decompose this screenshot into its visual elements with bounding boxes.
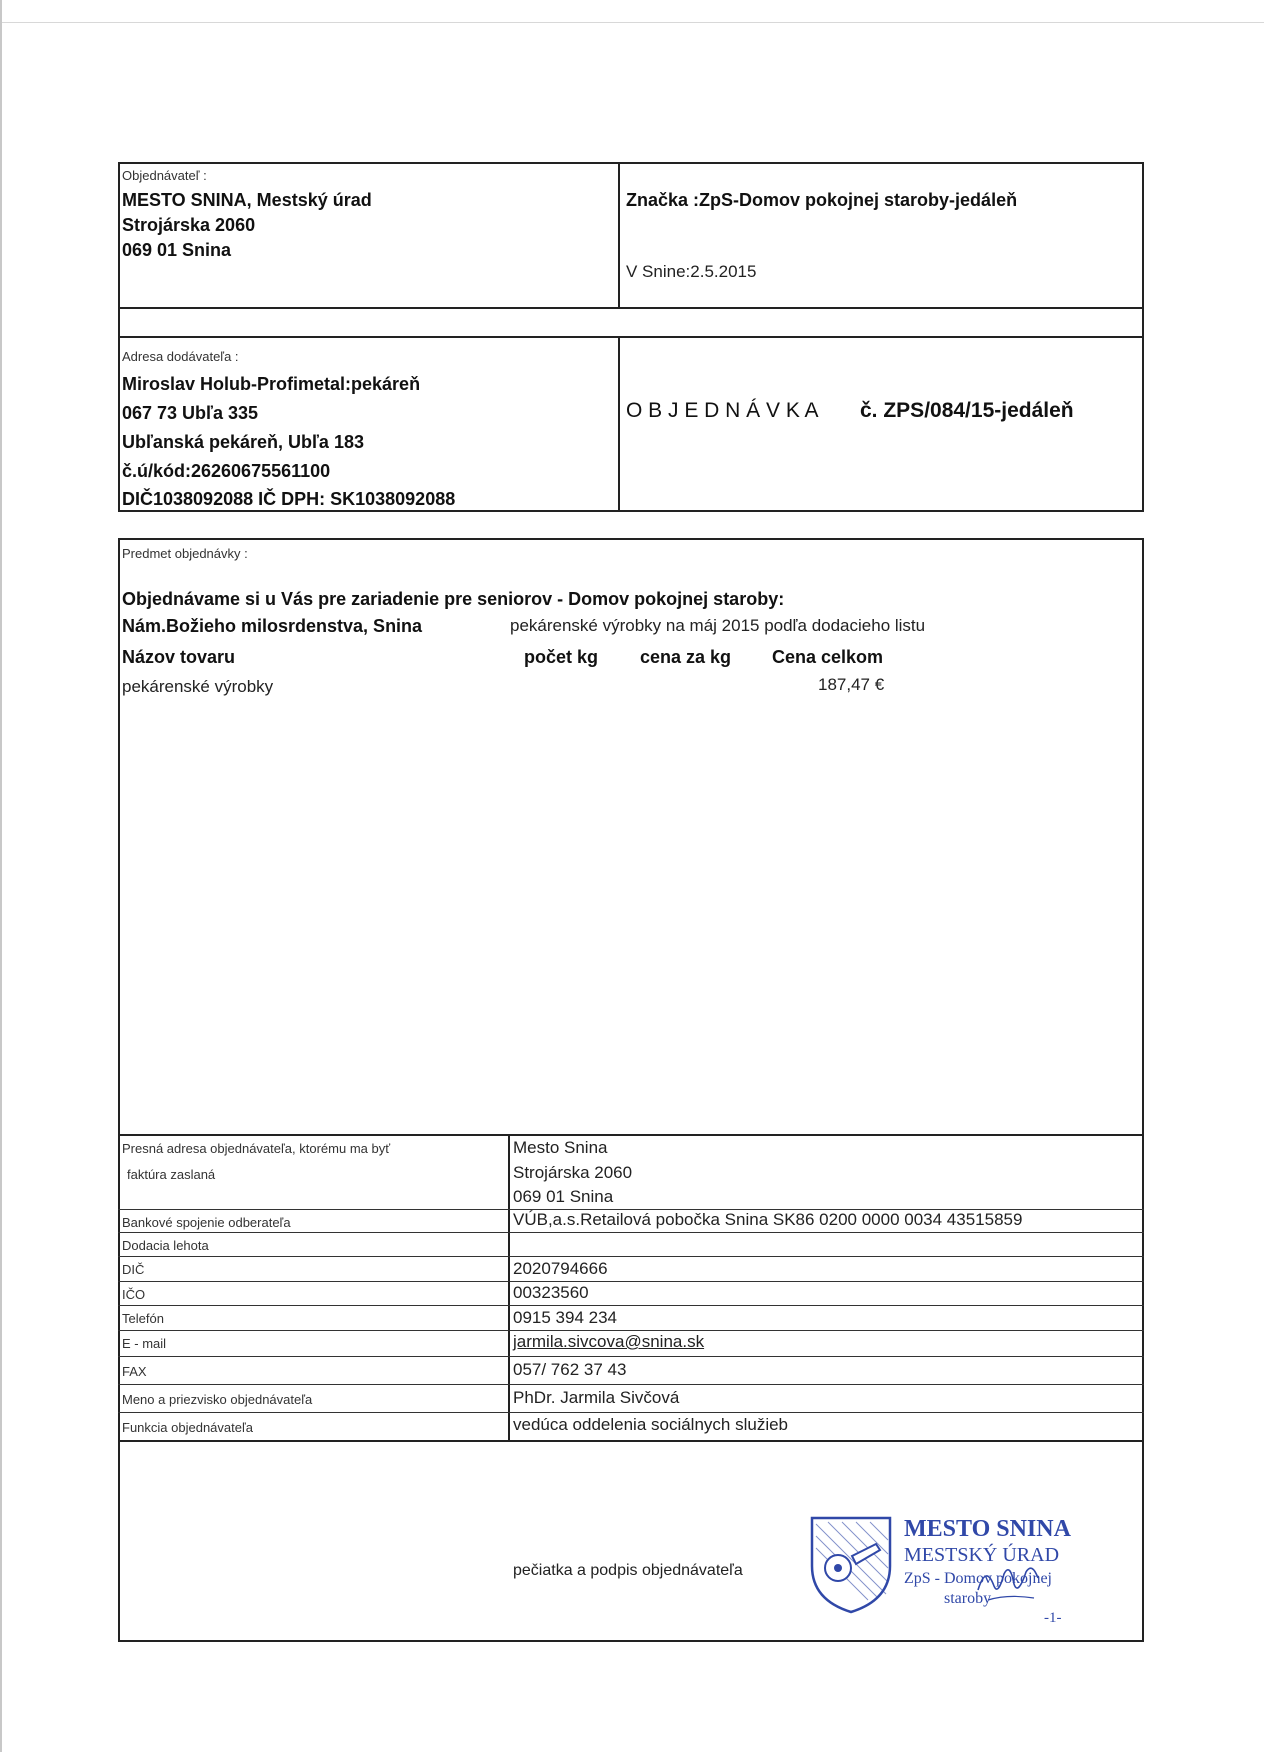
stamp-line-4: staroby — [944, 1590, 992, 1607]
row-item: pekárenské výrobky — [122, 677, 274, 696]
function-value: vedúca oddelenia sociálnych služieb — [513, 1415, 789, 1434]
orderer-section — [118, 162, 1144, 309]
supplier-address2: Ubľanská pekáreň, Ubľa 183 — [122, 432, 364, 452]
invoice-address-value-2: Strojárska 2060 — [513, 1163, 633, 1182]
stamp-page: -1- — [1044, 1610, 1062, 1626]
invoice-address-label-2: faktúra zaslaná — [127, 1167, 216, 1182]
bank-value: VÚB,a.s.Retailová pobočka Snina SK86 0200 0000 0034 43515859 — [513, 1210, 1023, 1229]
place-date: V Snine:2.5.2015 — [626, 262, 757, 281]
scan-edge-left — [0, 0, 2, 1752]
handwritten-signature — [968, 1556, 1058, 1606]
orderer-label: Objednávateľ : — [122, 168, 207, 183]
ico-value: 00323560 — [513, 1283, 589, 1302]
reference-label: Značka :ZpS-Domov pokojnej staroby-jedáleň — [626, 190, 1018, 210]
subject-label: Predmet objednávky : — [122, 546, 248, 561]
row-line — [118, 1305, 1144, 1306]
email-link[interactable]: jarmila.sivcova@snina.sk — [513, 1332, 705, 1351]
spacer-strip — [118, 307, 1144, 338]
delivery-label: Dodacia lehota — [122, 1238, 209, 1253]
bank-label: Bankové spojenie odberateľa — [122, 1215, 291, 1230]
email-label: E - mail — [122, 1336, 167, 1351]
ico-label: IČO — [122, 1287, 146, 1302]
dic-label: DIČ — [122, 1262, 145, 1277]
dic-value: 2020794666 — [513, 1259, 608, 1278]
orderer-name: MESTO SNINA, Mestský úrad — [122, 190, 372, 210]
row-line — [118, 1412, 1144, 1413]
header-item: Názov tovaru — [122, 647, 236, 667]
supplier-tax: DIČ1038092088 IČ DPH: SK1038092088 — [122, 489, 456, 509]
subject-description: pekárenské výrobky na máj 2015 podľa dodacieho listu — [510, 616, 926, 635]
phone-value: 0915 394 234 — [513, 1308, 617, 1327]
stamp-line-2: MESTSKÝ ÚRAD — [904, 1544, 1060, 1566]
scan-edge-top — [0, 22, 1264, 23]
header-total: Cena celkom — [772, 647, 884, 667]
details-divider — [508, 1134, 510, 1442]
subject-intro: Objednávame si u Vás pre zariadenie pre seniorov - Domov pokojnej staroby: — [122, 589, 785, 609]
orderer-city: 069 01 Snina — [122, 240, 232, 260]
signature-caption: pečiatka a podpis objednávateľa — [513, 1562, 743, 1579]
supplier-name: Miroslav Holub-Profimetal:pekáreň — [122, 374, 421, 394]
stamp-line-1: MESTO SNINA — [904, 1516, 1071, 1542]
row-line — [118, 1330, 1144, 1331]
row-line — [118, 1356, 1144, 1357]
coat-of-arms-icon — [808, 1514, 894, 1614]
orderer-street: Strojárska 2060 — [122, 215, 256, 235]
invoice-address-value-1: Mesto Snina — [513, 1138, 608, 1157]
phone-label: Telefón — [122, 1311, 164, 1326]
header-qty: počet kg — [524, 647, 599, 667]
stamp-line-3: ZpS - Domov pokojnej — [904, 1570, 1052, 1587]
fax-label: FAX — [122, 1364, 147, 1379]
row-line — [118, 1384, 1144, 1385]
fax-value: 057/ 762 37 43 — [513, 1360, 627, 1379]
row-line — [118, 1232, 1144, 1233]
order-number: č. ZPS/084/15-jedáleň — [860, 399, 1074, 422]
row-line — [118, 1281, 1144, 1282]
header-unit-price: cena za kg — [640, 647, 732, 667]
supplier-label: Adresa dodávateľa : — [122, 349, 239, 364]
subject-place: Nám.Božieho milosrdenstva, Snina — [122, 616, 423, 636]
supplier-section — [118, 336, 1144, 512]
row-line — [118, 1256, 1144, 1257]
supplier-account: č.ú/kód:26260675561100 — [122, 461, 331, 481]
invoice-address-value-3: 069 01 Snina — [513, 1187, 614, 1206]
order-title: O B J E D N Á V K A — [626, 399, 819, 422]
row-total: 187,47 € — [818, 675, 885, 694]
name-value: PhDr. Jarmila Sivčová — [513, 1388, 680, 1407]
supplier-divider — [618, 336, 620, 512]
supplier-address1: 067 73 Ubľa 335 — [122, 403, 259, 423]
name-label: Meno a priezvisko objednávateľa — [122, 1392, 313, 1407]
orderer-divider — [618, 162, 620, 309]
function-label: Funkcia objednávateľa — [122, 1420, 253, 1435]
invoice-address-label-1: Presná adresa objednávateľa, ktorému ma byť — [122, 1141, 391, 1156]
